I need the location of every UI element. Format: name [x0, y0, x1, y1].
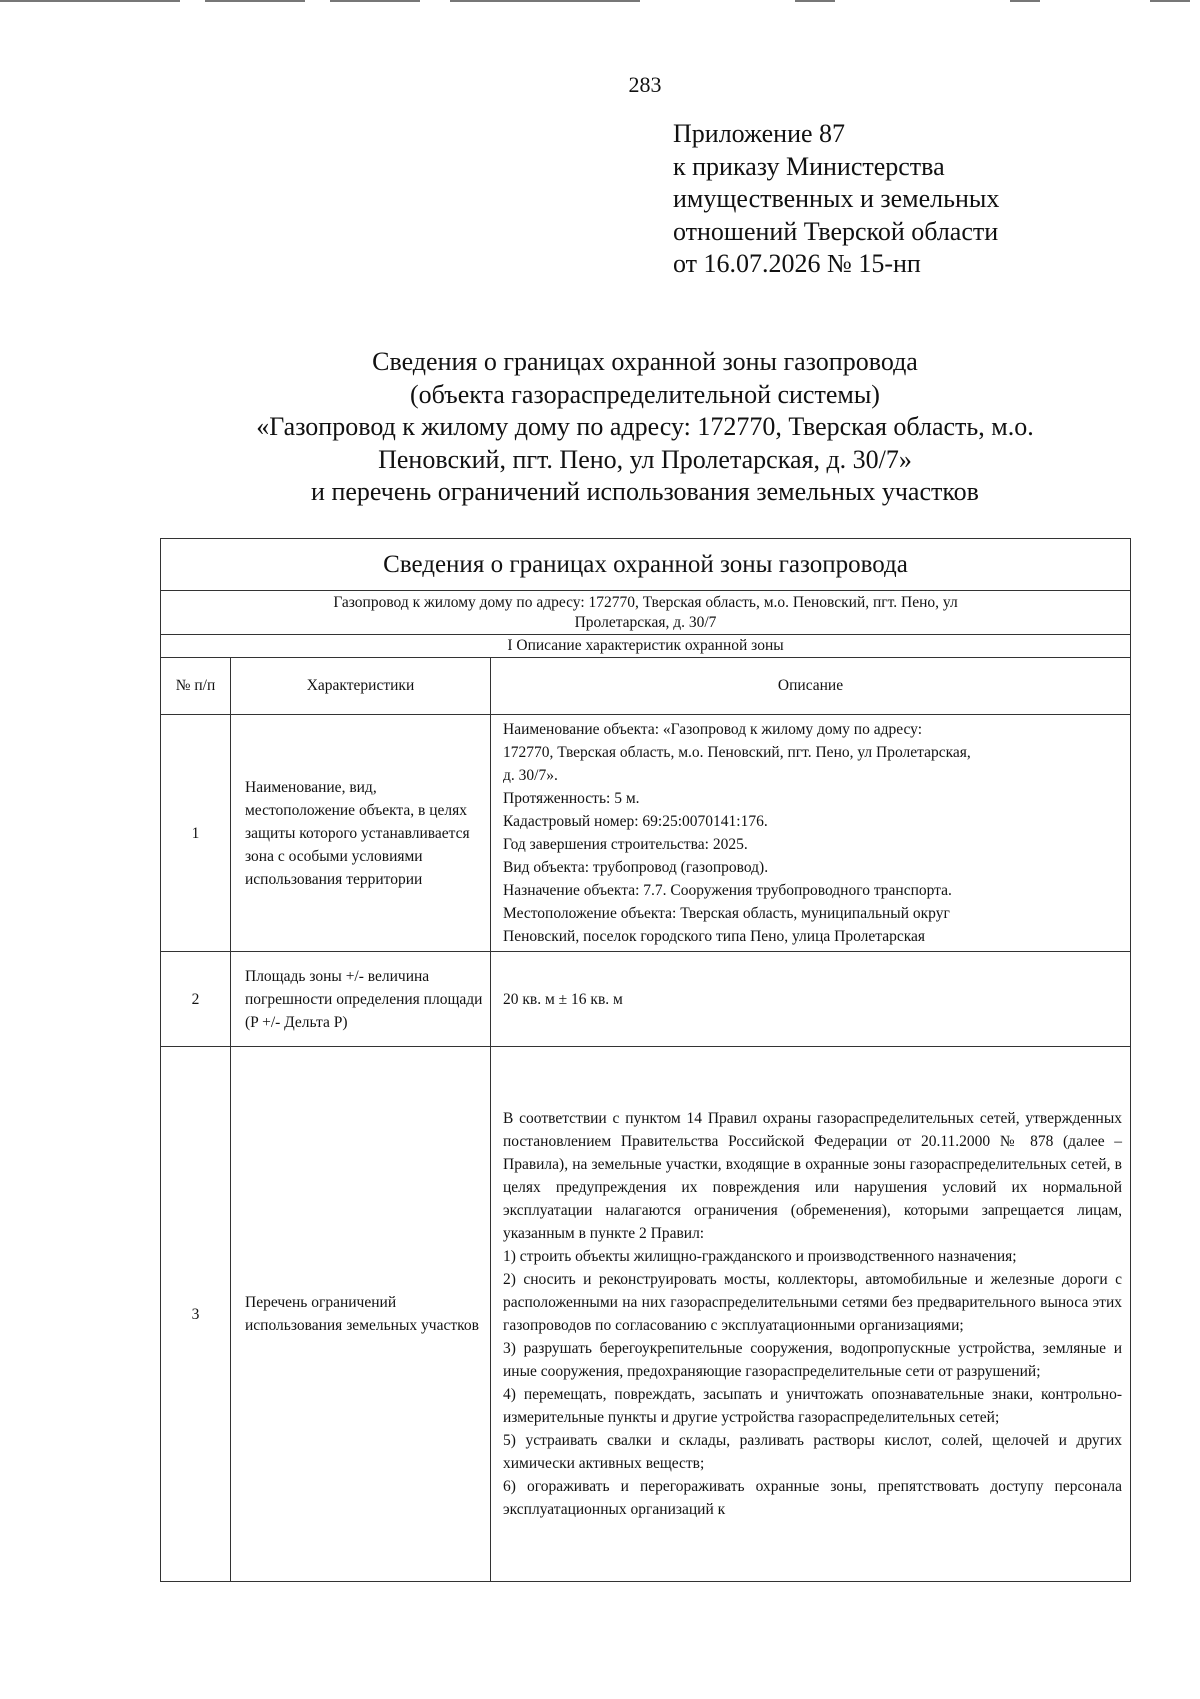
appendix-block — [673, 118, 999, 281]
row-description — [491, 1047, 1131, 1582]
row-number: 1 — [161, 715, 231, 952]
description-line: Назначение объекта: 7.7. Сооружения трубопроводного транспорта. — [503, 882, 952, 899]
table-row — [161, 715, 1131, 952]
restriction-paragraph: 6) огораживать и перегораживать охранные зоны, препятствовать доступу персонала эксплуатационных организаций к — [503, 1478, 1123, 1518]
scan-top-edge — [0, 0, 1200, 3]
description-line: Вид объекта: трубопровод (газопровод). — [503, 859, 769, 876]
column-header-characteristics: Характеристики — [231, 658, 491, 715]
restriction-paragraph: В соответствии с пунктом 14 Правил охраны газораспределительных сетей, утвержденных постановлением Правительства Российской Федерации от 20.11.2000 № 878 (далее – Правила), на земельные участки, входящие в охранные зоны газораспределительных сетей, в целях предупреждения их повреждения или нарушения условий их нормальной эксплуатации налагаются ограничения (обременения), которыми запрещается лицам, указанным в пункте 2 Правил: — [503, 1110, 1123, 1242]
table-row — [161, 952, 1131, 1047]
row-description — [491, 715, 1131, 952]
table-header: Сведения о границах охранной зоны газопровода — [161, 539, 1131, 591]
description-line: д. 30/7». — [503, 767, 558, 784]
title-line: «Газопровод к жилому дому по адресу: 172770, Тверская область, м.о. — [256, 412, 1034, 441]
row-characteristic: Площадь зоны +/- величина погрешности определения площади (P +/- Дельта P) — [231, 952, 491, 1047]
row-characteristic: Перечень ограничений использования земельных участков — [231, 1047, 491, 1582]
row-number: 3 — [161, 1047, 231, 1582]
row-characteristic: Наименование, вид, местоположение объекта, в целях защиты которого устанавливается зона с особыми условиями использования территории — [231, 715, 491, 952]
appendix-line: Приложение 87 — [673, 119, 846, 148]
document-title — [150, 346, 1140, 509]
page-number: 283 — [628, 72, 662, 97]
description-line: 172770, Тверская область, м.о. Пеновский, пгт. Пено, ул Пролетарская, — [503, 744, 971, 761]
zone-info-table — [160, 538, 1131, 1582]
section-heading: I Описание характеристик охранной зоны — [161, 635, 1131, 658]
description-line: Протяженность: 5 м. — [503, 790, 640, 807]
object-name-line: Пролетарская, д. 30/7 — [574, 613, 717, 631]
title-line: Сведения о границах охранной зоны газопровода — [372, 347, 918, 376]
restriction-paragraph: 2) сносить и реконструировать мосты, коллекторы, автомобильные и железные дороги с расположенными на них газораспределительными сетями без предварительного выноса этих газопроводов по согласованию с эксплуатационными организациями; — [503, 1271, 1123, 1334]
restriction-paragraph: 5) устраивать свалки и склады, разливать растворы кислот, солей, щелочей и других химически активных веществ; — [503, 1432, 1123, 1472]
description-line: Пеновский, поселок городского типа Пено, улица Пролетарская — [503, 928, 926, 945]
description-line: Местоположение объекта: Тверская область, муниципальный округ — [503, 905, 950, 922]
title-line: и перечень ограничений использования земельных участков — [311, 477, 979, 506]
object-name-line: Газопровод к жилому дому по адресу: 172770, Тверская область, м.о. Пеновский, пгт. Пено, ул — [333, 593, 958, 611]
title-line: Пеновский, пгт. Пено, ул Пролетарская, д. 30/7» — [378, 444, 912, 474]
restriction-paragraph: 4) перемещать, повреждать, засыпать и уничтожать опознавательные знаки, контрольно-измерительные пункты и другие устройства газораспределительных сетей; — [503, 1386, 1123, 1426]
restriction-paragraph: 1) строить объекты жилищно-гражданского и производственного назначения; — [503, 1248, 1017, 1265]
row-number: 2 — [161, 952, 231, 1047]
table-row — [161, 1047, 1131, 1582]
appendix-line: к приказу Министерства — [673, 151, 945, 181]
appendix-line: от 16.07.2026 № 15-нп — [673, 249, 921, 278]
description-line: Кадастровый номер: 69:25:0070141:176. — [503, 813, 768, 830]
column-header-description: Описание — [491, 658, 1131, 715]
appendix-line: отношений Тверской области — [673, 216, 999, 246]
description-line: Наименование объекта: «Газопровод к жилому дому по адресу: — [503, 721, 923, 738]
row-description: 20 кв. м ± 16 кв. м — [491, 952, 1131, 1047]
restriction-paragraph: 3) разрушать берегоукрепительные сооружения, водопропускные устройства, земляные и иные сооружения, предохраняющие газораспределительные сети от разрушений; — [503, 1340, 1123, 1380]
column-header-number: № п/п — [161, 658, 231, 715]
object-name-cell — [161, 591, 1131, 635]
title-line: (объекта газораспределительной системы) — [410, 379, 880, 409]
description-line: Год завершения строительства: 2025. — [503, 836, 748, 853]
appendix-line: имущественных и земельных — [673, 184, 1000, 213]
